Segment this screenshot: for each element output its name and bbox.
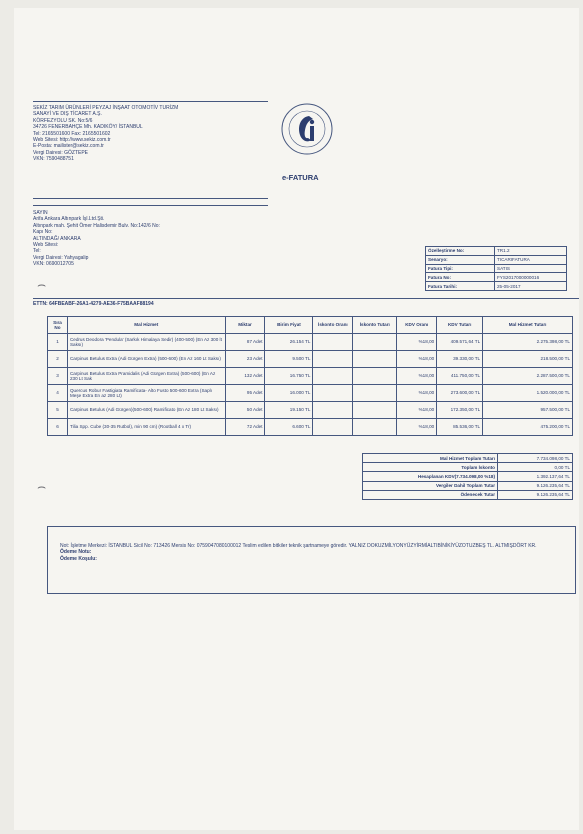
cell-line-total: 1.520.000,00 TL — [483, 385, 573, 402]
totals-value: 7.734.098,00 TL — [498, 454, 573, 463]
cell-discount-rate — [313, 368, 353, 385]
totals-value: 9.126.235,64 TL — [498, 481, 573, 490]
meta-value: TR1.2 — [495, 247, 567, 256]
header-rule-bottom — [33, 198, 268, 199]
hole-punch-mark: ⌢ — [37, 478, 47, 494]
seller-line: SEKİZ TARIM ÜRÜNLERİ PEYZAJ İNŞAAT OTOMOTİV TURİZM — [33, 105, 179, 111]
cell-discount-amount — [353, 351, 397, 368]
table-row — [48, 334, 573, 351]
table-row — [48, 351, 573, 368]
cell-vat-rate: %18,00 — [397, 419, 437, 436]
cell-discount-rate — [313, 334, 353, 351]
col-header: İskonto Oranı — [313, 317, 353, 334]
buyer-line: Altınpark mah. Şehit Ömer Halisdemir Bulv. No:142/6 No: — [33, 222, 160, 229]
invoice-page — [14, 8, 579, 830]
col-header: KDV Tutarı — [437, 317, 483, 334]
cell-item: Tilia Spp. Cube (30-35 Rutbol), min 90 cm) (Rootball 4 x Tr) — [67, 419, 225, 436]
cell-qty: 23 Adet — [225, 351, 265, 368]
payment-terms-label: Ödeme Koşulu: — [60, 555, 97, 562]
meta-value: FYS2017000000016 — [495, 273, 567, 282]
cell-item: Carpinus Betulus (Adi Gürgen)(500-600) Ramificato (En Az 180 Lt Saksı) — [67, 402, 225, 419]
cell-line-total: 218.500,00 TL — [483, 351, 573, 368]
totals-value: 0,00 TL — [498, 463, 573, 472]
gib-seal-icon — [280, 102, 334, 156]
cell-unit-price: 16.000 TL — [265, 385, 313, 402]
ettn-label: ETTN: 64FBEABF-26A1-4279-AE36-F75BAAF88194 — [33, 301, 154, 307]
cell-discount-rate — [313, 351, 353, 368]
meta-value: SATIS — [495, 264, 567, 273]
hole-punch-mark: ⌢ — [37, 276, 47, 292]
seller-line: 34726 FENERBAHÇE Mh. KADIKÖY/ İSTANBUL — [33, 124, 143, 131]
totals-key: Ödenecek Tutar — [363, 490, 498, 499]
seller-line: SANAYİ VE DIŞ TİCARET A.Ş. — [33, 111, 102, 118]
items-header-row — [48, 317, 573, 334]
cell-discount-amount — [353, 402, 397, 419]
seller-line: Tel: 2165501600 Fax: 2165501602 — [33, 130, 111, 137]
buyer-rule — [33, 205, 268, 206]
meta-key: Fatura Tipi: — [426, 264, 495, 273]
cell-item: Quercus Robur Fastigiata Ramificata- Alto Fusto 500-600 Extra (Saplı Meşe Extra En az 280 Lt) — [67, 385, 225, 402]
seller-line: Web Sitesi: http://www.sekiz.com.tr — [33, 137, 111, 144]
buyer-line: Web Sitesi: — [33, 242, 59, 249]
cell-no: 6 — [48, 419, 68, 436]
cell-discount-amount — [353, 385, 397, 402]
cell-vat-amount: 411.750,00 TL — [437, 368, 483, 385]
cell-vat-rate: %18,00 — [397, 402, 437, 419]
items-table — [47, 316, 573, 436]
totals-key: Vergiler Dahil Toplam Tutar — [363, 481, 498, 490]
meta-row — [426, 255, 567, 264]
col-header: Miktar — [225, 317, 265, 334]
payment-note-label: Ödeme Notu: — [60, 549, 92, 556]
cell-line-total: 957.500,00 TL — [483, 402, 573, 419]
cell-no: 3 — [48, 368, 68, 385]
cell-no: 4 — [48, 385, 68, 402]
meta-row — [426, 273, 567, 282]
col-header: Mal Hizmet Tutarı — [483, 317, 573, 334]
meta-key: Fatura No: — [426, 273, 495, 282]
meta-row — [426, 247, 567, 256]
cell-item: Cedrus Deodora 'Pendula' (Sarkık Himalaya Sedir) (400-500) (En Az 300 lt Saksı) — [67, 334, 225, 351]
cell-discount-rate — [313, 402, 353, 419]
meta-key: Özelleştirme No: — [426, 247, 495, 256]
cell-qty: 50 Adet — [225, 402, 265, 419]
cell-discount-amount — [353, 334, 397, 351]
cell-vat-amount: 85.536,00 TL — [437, 419, 483, 436]
cell-vat-amount: 172.350,00 TL — [437, 402, 483, 419]
cell-unit-price: 26.154 TL — [265, 334, 313, 351]
meta-value: 25-05-2017 — [495, 282, 567, 291]
totals-row — [363, 481, 573, 490]
notes-box — [47, 526, 576, 594]
table-row — [48, 368, 573, 385]
cell-line-total: 475.200,00 TL — [483, 419, 573, 436]
cell-discount-rate — [313, 419, 353, 436]
ettn-rule-top — [33, 298, 579, 299]
meta-key: Fatura Tarihi: — [426, 282, 495, 291]
buyer-line: Arifa Ankara Altınpark İşl.Ltd.Şti. — [33, 216, 105, 223]
cell-item: Carpinus Betulus Extra (Adi Gürgen Extra) (500-600) (En Az 160 Lt Saksı) — [67, 351, 225, 368]
totals-row — [363, 472, 573, 481]
cell-unit-price: 9.500 TL — [265, 351, 313, 368]
col-header: Mal Hizmet — [67, 317, 225, 334]
totals-row — [363, 463, 573, 472]
cell-qty: 132 Adet — [225, 368, 265, 385]
seller-block — [33, 105, 178, 163]
cell-vat-amount: 39.330,00 TL — [437, 351, 483, 368]
cell-qty: 95 Adet — [225, 385, 265, 402]
cell-no: 2 — [48, 351, 68, 368]
header-rule-top — [33, 101, 268, 102]
cell-discount-amount — [353, 368, 397, 385]
seller-line: Vergi Dairesi: GÖZTEPE — [33, 149, 89, 156]
col-header: Birim Fiyat — [265, 317, 313, 334]
cell-vat-rate: %18,00 — [397, 385, 437, 402]
cell-vat-amount: 273.600,00 TL — [437, 385, 483, 402]
cell-line-total: 2.287.500,00 TL — [483, 368, 573, 385]
cell-item: Carpinus Betulus Extra Pramidalis (Adi Gürgen Extra) (500-600) (En Az 230 Lt Sak — [67, 368, 225, 385]
notes-text: Not: İşletme Merkezi: İSTANBUL Sicil No: 713426 Mersis No: 0759047080100012 Teslim edilen bitkiler teknik şartnameye göredir. YALNIZ DOKUZMİLYONYÜZYİRMİALTIBİNİKİYÜZOTUZBEŞ TL. ALTMIŞDÖRT KR. — [60, 543, 537, 549]
cell-no: 1 — [48, 334, 68, 351]
buyer-line: ALTINDAĞ/ ANKARA — [33, 235, 81, 242]
cell-qty: 72 Adet — [225, 419, 265, 436]
cell-vat-rate: %18,00 — [397, 334, 437, 351]
cell-unit-price: 16.750 TL — [265, 368, 313, 385]
seller-line: VKN: 7590488751 — [33, 156, 74, 163]
cell-unit-price: 6.600 TL — [265, 419, 313, 436]
seller-line: E-Posta: mailister@sekiz.com.tr — [33, 143, 104, 150]
totals-row — [363, 490, 573, 499]
seller-line: KÖRFEZYOLU SK. No:5/6 — [33, 117, 93, 124]
totals-key: Toplam İskonto — [363, 463, 498, 472]
cell-no: 5 — [48, 402, 68, 419]
buyer-block — [33, 210, 160, 268]
cell-qty: 87 Adet — [225, 334, 265, 351]
buyer-line: VKN: 0690012705 — [33, 261, 74, 268]
buyer-line: Tel: — [33, 248, 41, 255]
cell-discount-rate — [313, 385, 353, 402]
col-header: Sıra No — [48, 317, 68, 334]
cell-line-total: 2.275.398,00 TL — [483, 334, 573, 351]
cell-vat-rate: %18,00 — [397, 351, 437, 368]
meta-value: TICARIFATURA — [495, 255, 567, 264]
meta-row — [426, 264, 567, 273]
cell-unit-price: 19.150 TL — [265, 402, 313, 419]
col-header: KDV Oranı — [397, 317, 437, 334]
buyer-title: SAYIN — [33, 210, 48, 216]
buyer-line: Vergi Dairesi: Yahyagalip — [33, 254, 89, 261]
meta-row — [426, 282, 567, 291]
table-row — [48, 402, 573, 419]
table-row — [48, 385, 573, 402]
totals-value: 9.126.235,64 TL — [498, 490, 573, 499]
meta-key: Senaryo: — [426, 255, 495, 264]
invoice-meta-table — [425, 246, 567, 291]
cell-discount-amount — [353, 419, 397, 436]
cell-vat-amount: 409.571,64 TL — [437, 334, 483, 351]
doc-type-label: e-FATURA — [282, 173, 319, 182]
totals-key: Hesaplanan KDV(7.734.098,00 %18) — [363, 472, 498, 481]
totals-key: Mal Hizmet Toplam Tutarı — [363, 454, 498, 463]
totals-value: 1.392.137,64 TL — [498, 472, 573, 481]
col-header: İskonto Tutarı — [353, 317, 397, 334]
buyer-line: Kapı No: — [33, 229, 53, 236]
totals-row — [363, 454, 573, 463]
totals-table — [362, 453, 573, 500]
table-row — [48, 419, 573, 436]
cell-vat-rate: %18,00 — [397, 368, 437, 385]
